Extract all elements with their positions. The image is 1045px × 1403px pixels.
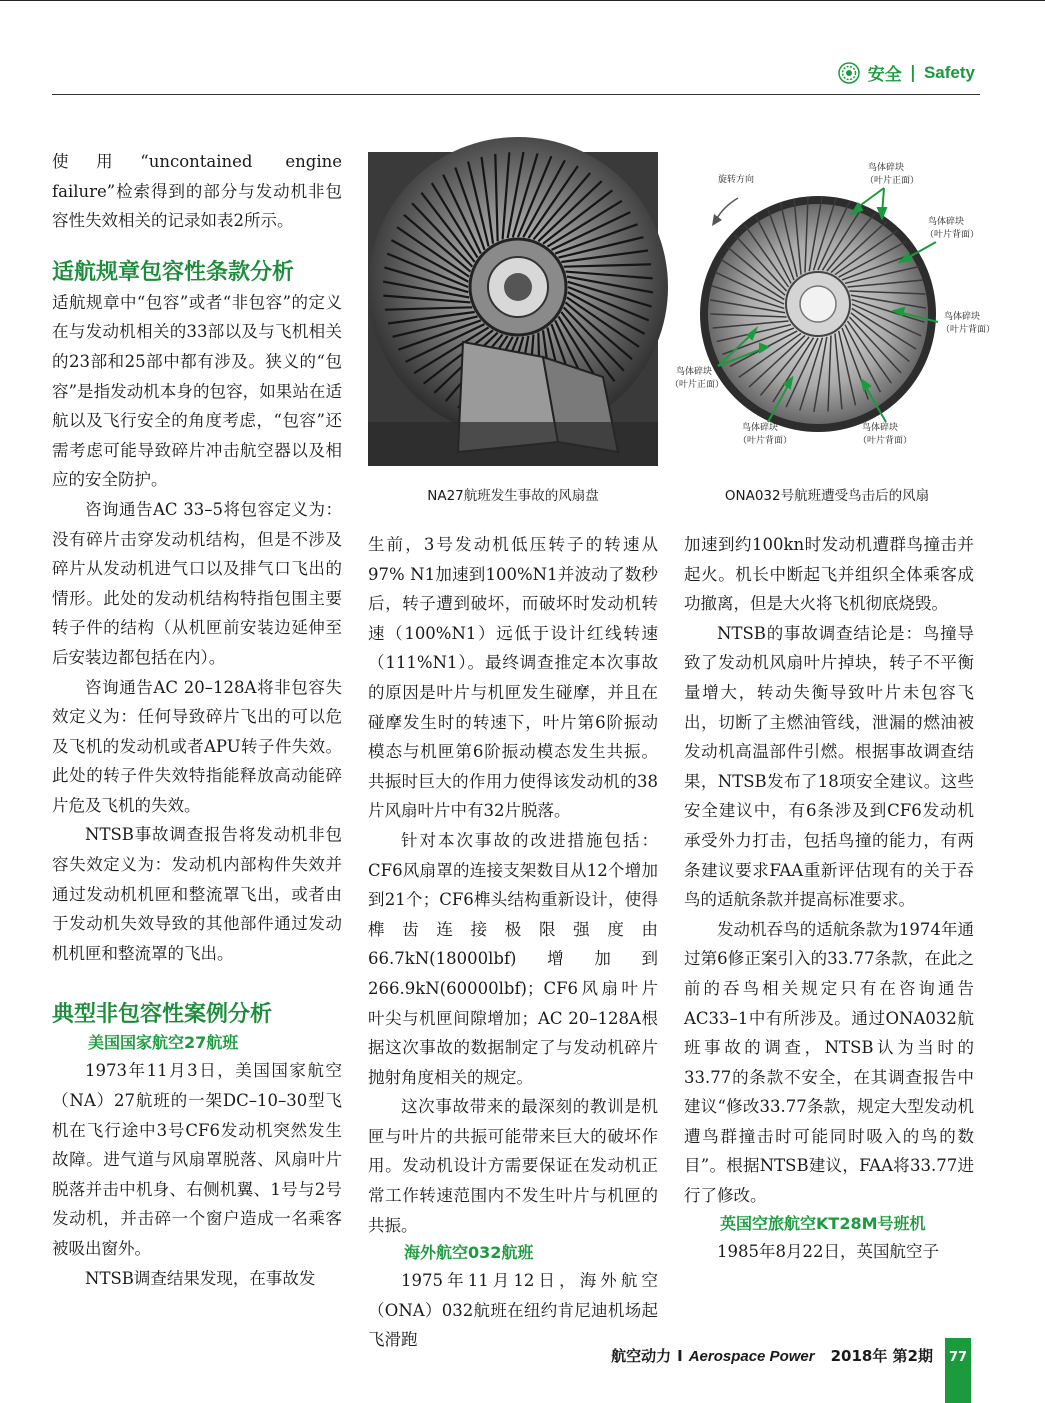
fan-disk-photo: [368, 152, 658, 466]
label-a2: 鸟体碎块: [928, 217, 965, 227]
section-name-zh: 安全: [867, 65, 902, 85]
footer-separator: I: [677, 1347, 683, 1365]
column-3: [684, 530, 974, 1266]
section-label: [838, 60, 975, 85]
intro-paragraph: 使用“uncontained engine failure”检索得到的部分与发动机非包容性失效相关的记录如表2所示。: [52, 152, 342, 231]
heading-case-analysis: 典型非包容性案例分析: [52, 1002, 273, 1028]
issue-label: 2018年 第2期: [830, 1347, 933, 1365]
paragraph: NTSB调查结果发现，在事故发: [85, 1268, 316, 1288]
column-1: [52, 147, 342, 1293]
paragraph: 1975年11月12日，海外航空（ONA）032航班在纽约肯尼迪机场起飞滑跑: [368, 1271, 658, 1350]
heading-airworthiness: 适航规章包容性条款分析: [52, 259, 295, 285]
label-a4b: （叶片正面）: [670, 380, 725, 390]
paragraph: 1985年8月22日，英国航空子: [717, 1241, 939, 1261]
label-a6: 鸟体碎块: [862, 423, 899, 433]
label-a1: 鸟体碎块: [868, 163, 905, 173]
paragraph: 发动机吞鸟的适航条款为1974年通过第6修正案引入的33.77条款，在此之前的吞鸟相关规定只有在咨询通告AC33–1中有所涉及。通过ONA032航班事故的调查，NTSB认为当时的33.77的条款不安全，在其调查报告中建议“修改33.77条款，规定大型发动机遭鸟群撞击时可能同时吸入的鸟的数目”。根据NTSB建议，FAA将33.77进行了修改。: [684, 919, 974, 1206]
label-a5: 鸟体碎块: [742, 423, 779, 433]
label-a3b: （叶片背面）: [941, 325, 996, 335]
subheading-kt28m: 英国空旅航空KT28M号班机: [720, 1213, 926, 1233]
label-a6b: （叶片背面）: [858, 436, 913, 446]
label-a4: 鸟体碎块: [676, 367, 713, 377]
paragraph: NTSB的事故调查结论是：鸟撞导致了发动机风扇叶片掉块，转子不平衡量增大，转动失衡导致叶片未包容飞出，切断了主燃油管线，泄漏的燃油被发动机高温部件引燃。根据事故调查结果，NTSB发布了18项安全建议。这些安全建议中，有6条涉及到CF6发动机承受外力打击，包括鸟撞的能力，有两条建议要求FAA重新评估现有的关于吞鸟的适航条款并提高标准要求。: [684, 623, 974, 910]
safety-logo-icon: [838, 62, 860, 84]
header-rule: [52, 94, 980, 95]
paragraph: 加速到约100kn时发动机遭群鸟撞击并起火。机长中断起飞并组织全体乘客成功撤离，但是大火将飞机彻底烧毁。: [684, 535, 974, 614]
footer: [611, 1345, 933, 1366]
bird-strike-fan-diagram: [668, 152, 996, 466]
paragraph: 适航规章中“包容”或者“非包容”的定义在与发动机相关的33部以及与飞机相关的23部和25部中都有涉及。狭义的“包容”是指发动机本身的包容，如果站在适航以及飞行安全的角度考虑，“包容”还需考虑可能导致碎片冲击航空器以及相应的安全防护。: [52, 292, 342, 490]
caption-left: NA27航班发生事故的风扇盘: [427, 488, 599, 504]
figure-ona032-fan: [668, 152, 996, 466]
section-separator: |: [909, 62, 916, 83]
paragraph: 生前，3号发动机低压转子的转速从97% N1加速到100%N1并波动了数秒后，转子遭到破坏，而破坏时发动机转速（100%N1）远低于设计红线转速（111%N1）。最终调查推定本次事故的原因是叶片与机匣发生碰摩，并且在碰摩发生时的转速下，叶片第6阶振动模态与机匣第6阶振动模态发生共振。共振时巨大的作用力使得该发动机的38片风扇叶片中有32片脱落。: [368, 535, 658, 821]
column-2: [368, 530, 658, 1355]
label-a3: 鸟体碎块: [944, 312, 981, 322]
publication-name-en: Aerospace Power: [688, 1348, 815, 1365]
paragraph: NTSB事故调查报告将发动机非包容失效定义为：发动机内部构件失效并通过发动机机匣和整流罩飞出，或者由于发动机失效导致的其他部件通过发动机机匣和整流罩的飞出。: [52, 825, 342, 963]
subheading-na27: 美国国家航空27航班: [88, 1033, 239, 1053]
figure-na27-fan-disk: [368, 152, 658, 466]
paragraph: 针对本次事故的改进措施包括：CF6风扇罩的连接支架数目从12个增加到21个；CF6榫头结构重新设计，使得榫齿连接极限强度由66.7kN(18000lbf)增加到266.9kN(60000lbf)；CF6风扇叶片叶尖与机匣间隙增加；AC 20–128A根据这次事故的数据制定了与发动机碎片抛射角度相关的规定。: [368, 830, 658, 1087]
caption-right: ONA032号航班遭受鸟击后的风扇: [724, 488, 930, 504]
subheading-ona032: 海外航空032航班: [404, 1243, 534, 1263]
label-a2b: （叶片背面）: [925, 230, 980, 240]
paragraph: 咨询通告AC 33–5将包容定义为：没有碎片击穿发动机结构，但是不涉及碎片从发动机进气口以及排气口飞出的情形。此处的发动机结构特指包围主要转子件的结构（从机匣前安装边延伸至后安装边都包括在内）。: [52, 499, 342, 667]
paragraph: 咨询通告AC 20–128A将非包容失效定义为：任何导致碎片飞出的可以危及飞机的发动机或者APU转子件失效。此处的转子件失效特指能释放高动能碎片危及飞机的失效。: [52, 677, 342, 815]
label-rotation: 旋转方向: [718, 175, 755, 185]
publication-name-zh: 航空动力: [611, 1347, 672, 1365]
paragraph: 1973年11月3日，美国国家航空（NA）27航班的一架DC–10–30型飞机在飞行途中3号CF6发动机突然发生故障。进气道与风扇罩脱落、风扇叶片脱落并击中机身、右侧机翼、1号与2号发动机，并击碎一个窗户造成一名乘客被吸出窗外。: [52, 1061, 342, 1258]
top-border: [0, 0, 1045, 1]
page-number: 77: [945, 1338, 971, 1403]
label-a5b: （叶片背面）: [738, 436, 793, 446]
section-name-en: Safety: [923, 62, 975, 82]
label-a1b: （叶片正面）: [865, 176, 920, 186]
paragraph: 这次事故带来的最深刻的教训是机匣与叶片的共振可能带来巨大的破坏作用。发动机设计方需要保证在发动机正常工作转速范围内不发生叶片与机匣的共振。: [368, 1097, 658, 1235]
